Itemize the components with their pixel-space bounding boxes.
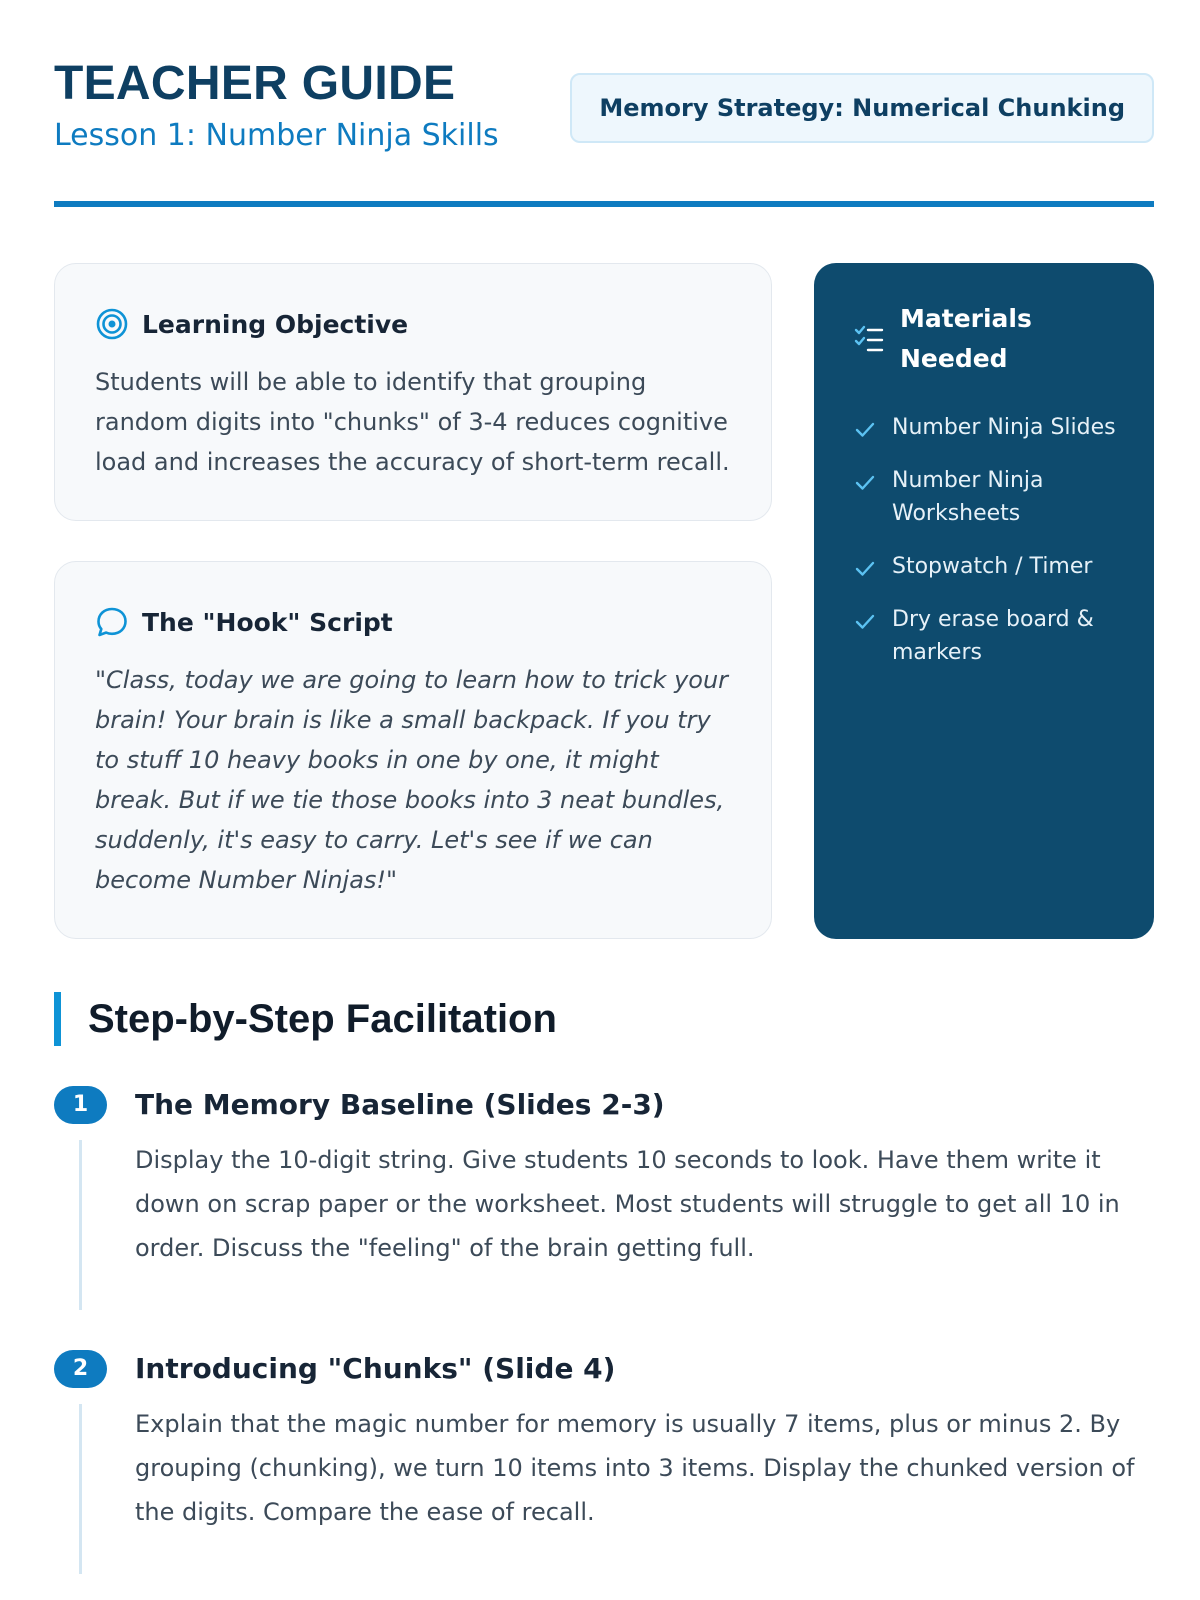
materials-item-label: Number Ninja Slides: [892, 415, 1116, 440]
check-icon: [854, 419, 876, 441]
learning-objective-heading: Learning Objective: [142, 309, 409, 339]
hook-script-header: [95, 602, 393, 642]
lesson-subtitle: Lesson 1: Number Ninja Skills: [54, 118, 499, 153]
speech-bubble-icon: [95, 605, 129, 639]
materials-item-label: Number Ninja Worksheets: [892, 468, 1044, 526]
materials-item: [854, 550, 1124, 583]
step-timeline-line: [79, 1140, 82, 1310]
materials-panel: [814, 263, 1154, 939]
materials-item: [854, 411, 1124, 444]
header-divider: [54, 201, 1154, 207]
page-title: TEACHER GUIDE: [54, 57, 456, 110]
facilitation-step: [54, 1350, 1154, 1575]
materials-header: [854, 299, 1050, 379]
hook-script-text: "Class, today we are going to learn how to trick your brain! Your brain is like a small backpack. If you try to stuff 10 heavy books in one by one, it might break. But if we tie those books into 3 neat bundles, suddenly, it's easy to carry. Let's see if we can become Number Ninjas!": [95, 666, 729, 894]
check-icon: [854, 558, 876, 580]
materials-item: [854, 464, 1124, 530]
step-description: Display the 10-digit string. Give students 10 seconds to look. Have them write it down on scrap paper or the worksheet. Most students will struggle to get all 10 in order. Discuss the "feeling" of the brain getting full.: [135, 1146, 1120, 1262]
hook-script-card: [54, 561, 772, 939]
materials-heading: Materials Needed: [900, 304, 1032, 373]
materials-item: [854, 603, 1124, 669]
materials-item-label: Stopwatch / Timer: [892, 554, 1093, 579]
materials-item-label: Dry erase board & markers: [892, 607, 1094, 665]
materials-list: [854, 411, 1124, 689]
step-timeline-line: [79, 1404, 82, 1574]
step-description: Explain that the magic number for memory is usually 7 items, plus or minus 2. By grouping (chunking), we turn 10 items into 3 items. Display the chunked version of the digits. Compare the ease of recall.: [135, 1410, 1135, 1526]
step-title: The Memory Baseline (Slides 2-3): [135, 1088, 665, 1121]
learning-objective-header: [95, 304, 408, 344]
facilitation-step: [54, 1086, 1154, 1311]
hook-script-heading: The "Hook" Script: [142, 607, 393, 637]
teacher-guide-page: [54, 0, 1154, 1600]
learning-objective-card: [54, 263, 772, 521]
facilitation-heading: Step-by-Step Facilitation: [54, 992, 557, 1046]
check-icon: [854, 472, 876, 494]
checklist-icon: [854, 324, 884, 354]
step-number-badge: 2: [54, 1350, 107, 1388]
check-icon: [854, 611, 876, 633]
learning-objective-text: Students will be able to identify that grouping random digits into "chunks" of 3-4 reduces cognitive load and increases the accuracy of short-term recall.: [95, 368, 730, 476]
strategy-badge: Memory Strategy: Numerical Chunking: [570, 73, 1154, 143]
page-header: [54, 56, 1154, 206]
step-title: Introducing "Chunks" (Slide 4): [135, 1352, 616, 1385]
target-icon: [95, 307, 129, 341]
step-number-badge: 1: [54, 1086, 107, 1124]
